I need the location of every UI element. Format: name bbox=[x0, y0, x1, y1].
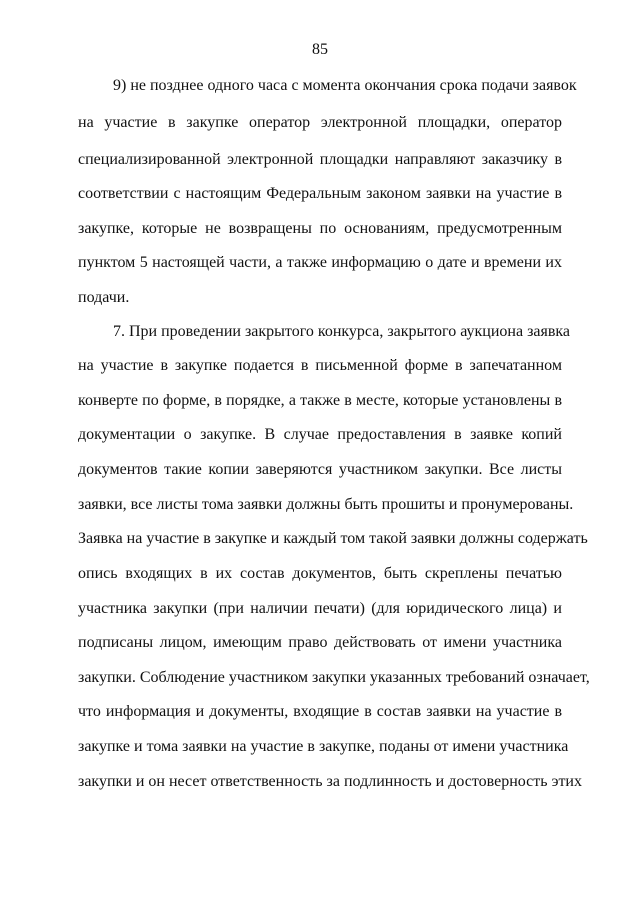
text-line: закупке, которые не возвращены по основаниям, предусмотренным bbox=[78, 220, 562, 237]
text-line: пунктом 5 настоящей части, а также информацию о дате и времени их bbox=[78, 254, 562, 271]
text-line: на участие в закупке оператор электронной площадки, оператор bbox=[78, 114, 562, 131]
text-line: конверте по форме, в порядке, а также в месте, которые установлены в bbox=[78, 392, 562, 409]
text-line: заявки, все листы тома заявки должны быть прошиты и пронумерованы. bbox=[78, 496, 574, 513]
text-line: специализированной электронной площадки направляют заказчику в bbox=[78, 151, 562, 168]
text-line: 9) не позднее одного часа с момента окончания срока подачи заявок bbox=[113, 77, 577, 94]
text-line: опись входящих в их состав документов, быть скреплены печатью bbox=[78, 565, 562, 582]
page-number: 85 bbox=[312, 41, 328, 58]
text-line: закупки. Соблюдение участником закупки указанных требований означает, bbox=[78, 669, 590, 686]
text-line: Заявка на участие в закупке и каждый том такой заявки должны содержать bbox=[78, 530, 588, 547]
text-line: подачи. bbox=[78, 289, 130, 306]
text-line: участника закупки (при наличии печати) (для юридического лица) и bbox=[78, 600, 562, 617]
text-line: на участие в закупке подается в письменной форме в запечатанном bbox=[78, 357, 562, 374]
text-line: закупки и он несет ответственность за подлинность и достоверность этих bbox=[78, 773, 582, 790]
text-line: что информация и документы, входящие в состав заявки на участие в bbox=[78, 703, 562, 720]
text-line: документации о закупке. В случае предоставления в заявке копий bbox=[78, 426, 562, 443]
text-line: соответствии с настоящим Федеральным законом заявки на участие в bbox=[78, 185, 562, 202]
text-line: 7. При проведении закрытого конкурса, закрытого аукциона заявка bbox=[113, 323, 571, 340]
text-line: документов такие копии заверяются участником закупки. Все листы bbox=[78, 461, 562, 478]
text-line: подписаны лицом, имеющим право действовать от имени участника bbox=[78, 634, 562, 651]
text-line: закупке и тома заявки на участие в закупке, поданы от имени участника bbox=[78, 738, 569, 755]
